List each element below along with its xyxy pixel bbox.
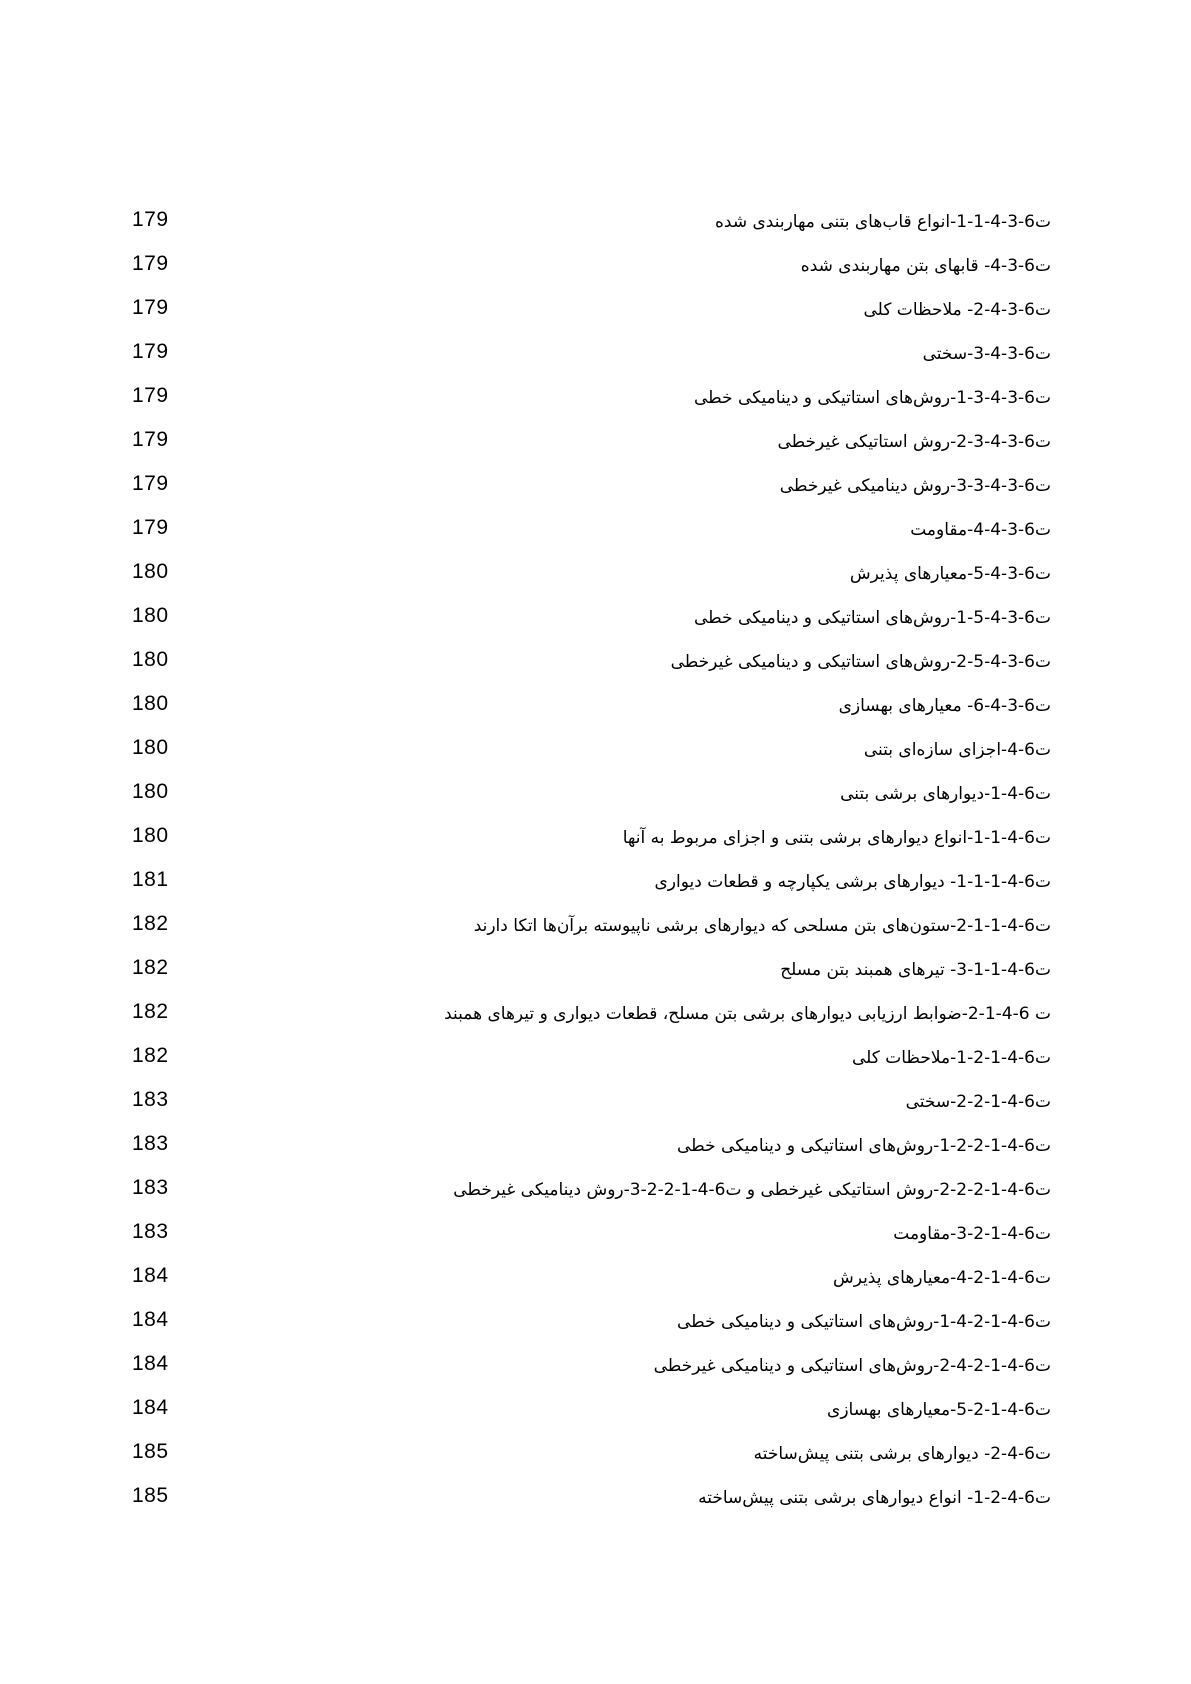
toc-entry[interactable]: [0, 376, 1191, 420]
toc-entry[interactable]: [0, 684, 1191, 728]
toc-entry-page-number: 180: [132, 648, 169, 671]
toc-entry[interactable]: [0, 1388, 1191, 1432]
toc-entry-title: ت6-4-1-2-1-ملاحظات کلی: [851, 1048, 1051, 1068]
toc-entry[interactable]: [0, 464, 1191, 508]
toc-entry-title: ت6-4-اجزای سازه‌ای بتنی: [863, 740, 1051, 760]
toc-entry-title: ت6-4-1-1-3- تیرهای همبند بتن مسلح: [780, 960, 1051, 980]
toc-entry[interactable]: [0, 860, 1191, 904]
toc-entry-title: ت6-4-1-2-4-معیارهای پذیرش: [832, 1268, 1051, 1288]
toc-entry-title: ت6-4-2-1- انواع دیوارهای برشی بتنی پیش‌ساخته: [698, 1488, 1051, 1508]
toc-entry[interactable]: [0, 332, 1191, 376]
toc-entry[interactable]: [0, 596, 1191, 640]
toc-entry-page-number: 180: [132, 604, 169, 627]
toc-entry-page-number: 181: [132, 868, 169, 891]
toc-entry[interactable]: [0, 1212, 1191, 1256]
toc-entry-title: ت6-4-1-2-2-2-روش استاتیکی غیرخطی و ت6-4-1-2-2-3-روش دینامیکی غیرخطی: [453, 1180, 1051, 1200]
toc-entry-page-number: 182: [132, 912, 169, 935]
toc-entry[interactable]: [0, 992, 1191, 1036]
toc-entry[interactable]: [0, 1036, 1191, 1080]
toc-entry-title: ت6-3-4-3-سختی: [922, 344, 1051, 364]
toc-entry[interactable]: [0, 288, 1191, 332]
toc-entry[interactable]: [0, 508, 1191, 552]
toc-entry-page-number: 184: [132, 1264, 169, 1287]
toc-entry-title: ت6-3-4- قابهای بتن مهاربندی شده: [800, 256, 1051, 276]
toc-entry-title: ت 6-4-1-2-ضوابط ارزیابی دیوارهای برشی بتن مسلح، قطعات دیواری و تیرهای همبند: [444, 1004, 1051, 1024]
toc-entry-title: ت6-3-4-3-1-روش‌های استاتیکی و دینامیکی خطی: [693, 388, 1051, 408]
toc-entry-title: ت6-3-4-5-1-روش‌های استاتیکی و دینامیکی خطی: [693, 608, 1051, 628]
toc-entry-page-number: 185: [132, 1484, 169, 1507]
toc-entry[interactable]: [0, 1256, 1191, 1300]
toc-entry-page-number: 180: [132, 692, 169, 715]
toc-entry-title: ت6-3-4-3-3-روش دینامیکی غیرخطی: [779, 476, 1051, 496]
table-of-contents: [0, 200, 1191, 1520]
toc-entry-page-number: 183: [132, 1176, 169, 1199]
toc-entry-page-number: 180: [132, 736, 169, 759]
toc-entry-page-number: 179: [132, 252, 169, 275]
toc-entry-title: ت6-3-4-5-2-روش‌های استاتیکی و دینامیکی غیرخطی: [670, 652, 1051, 672]
toc-entry-page-number: 179: [132, 296, 169, 319]
toc-entry-title: ت6-4-1-1-انواع دیوارهای برشی بتنی و اجزای مربوط به آنها: [622, 828, 1051, 848]
toc-entry[interactable]: [0, 1300, 1191, 1344]
toc-entry-title: ت6-3-4-2- ملاحظات کلی: [863, 300, 1051, 320]
toc-entry-page-number: 184: [132, 1396, 169, 1419]
toc-entry-title: ت6-4-1-2-4-2-روش‌های استاتیکی و دینامیکی غیرخطی: [653, 1356, 1051, 1376]
toc-entry[interactable]: [0, 1476, 1191, 1520]
toc-entry-title: ت6-3-4-6- معیارهای بهسازی: [838, 696, 1051, 716]
toc-entry-title: ت6-4-1-2-2-1-روش‌های استاتیکی و دینامیکی خطی: [677, 1136, 1051, 1156]
toc-entry-page-number: 179: [132, 472, 169, 495]
toc-entry[interactable]: [0, 728, 1191, 772]
toc-entry-title: ت6-4-1-2-3-مقاومت: [893, 1224, 1051, 1244]
toc-entry-page-number: 182: [132, 1044, 169, 1067]
toc-entry[interactable]: [0, 420, 1191, 464]
toc-entry[interactable]: [0, 1080, 1191, 1124]
toc-entry[interactable]: [0, 1344, 1191, 1388]
toc-entry[interactable]: [0, 904, 1191, 948]
toc-entry-title: ت6-4-1-1-1- دیوارهای برشی یکپارچه و قطعات دیواری: [654, 872, 1051, 892]
toc-entry-page-number: 182: [132, 956, 169, 979]
toc-entry-page-number: 183: [132, 1220, 169, 1243]
toc-entry-page-number: 179: [132, 340, 169, 363]
toc-entry-page-number: 180: [132, 780, 169, 803]
toc-entry[interactable]: [0, 816, 1191, 860]
toc-entry-page-number: 184: [132, 1352, 169, 1375]
toc-entry[interactable]: [0, 552, 1191, 596]
toc-entry-page-number: 179: [132, 428, 169, 451]
toc-entry-page-number: 182: [132, 1000, 169, 1023]
toc-entry-title: ت6-4-1-2-5-معیارهای بهسازی: [827, 1400, 1051, 1420]
toc-entry-page-number: 184: [132, 1308, 169, 1331]
toc-entry-title: ت6-4-1-دیوارهای برشی بتنی: [840, 784, 1051, 804]
toc-entry[interactable]: [0, 948, 1191, 992]
toc-entry-title: ت6-3-4-5-معیارهای پذیرش: [849, 564, 1051, 584]
toc-entry-page-number: 185: [132, 1440, 169, 1463]
toc-entry[interactable]: [0, 1124, 1191, 1168]
toc-entry-title: ت6-4-1-1-2-ستون‌های بتن مسلحی که دیوارهای برشی ناپیوسته برآن‌ها اتکا دارند: [473, 916, 1051, 936]
toc-entry-page-number: 180: [132, 560, 169, 583]
toc-entry[interactable]: [0, 244, 1191, 288]
toc-entry[interactable]: [0, 772, 1191, 816]
toc-entry-title: ت6-4-2- دیوارهای برشی بتنی پیش‌ساخته: [753, 1444, 1051, 1464]
toc-entry-title: ت6-4-1-2-2-سختی: [905, 1092, 1051, 1112]
toc-entry-page-number: 183: [132, 1088, 169, 1111]
toc-entry[interactable]: [0, 640, 1191, 684]
toc-entry-page-number: 179: [132, 516, 169, 539]
toc-entry-page-number: 180: [132, 824, 169, 847]
toc-entry-title: ت6-4-1-2-4-1-روش‌های استاتیکی و دینامیکی خطی: [677, 1312, 1051, 1332]
toc-entry-page-number: 179: [132, 384, 169, 407]
toc-entry-title: ت6-3-4-4-مقاومت: [910, 520, 1051, 540]
toc-entry-title: ت6-3-4-3-2-روش استاتیکی غیرخطی: [777, 432, 1051, 452]
toc-entry[interactable]: [0, 200, 1191, 244]
toc-entry-title: ت6-3-4-1-1-انواع قاب‌های بتنی مهاربندی شده: [715, 212, 1051, 232]
toc-entry-page-number: 183: [132, 1132, 169, 1155]
toc-entry-page-number: 179: [132, 208, 169, 231]
toc-entry[interactable]: [0, 1168, 1191, 1212]
toc-entry[interactable]: [0, 1432, 1191, 1476]
